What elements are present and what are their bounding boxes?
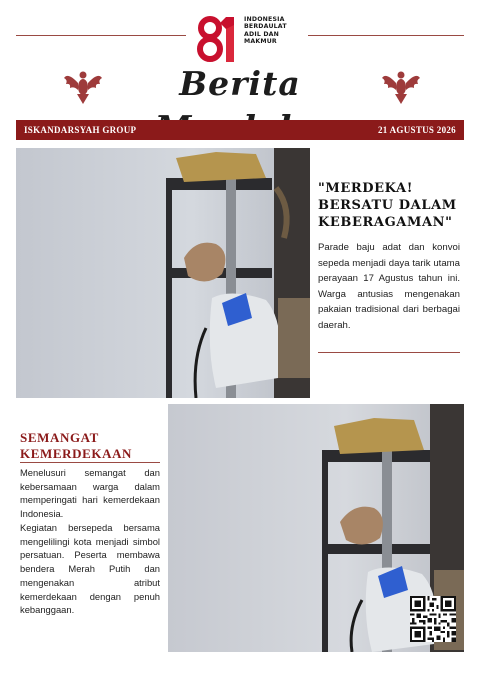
publisher-name: ISKANDARSYAH GROUP — [24, 125, 137, 135]
lede-divider — [318, 352, 460, 353]
garuda-eagle-icon — [62, 64, 104, 106]
tagline-line: BERDAULAT — [244, 23, 287, 31]
section-divider — [20, 462, 160, 463]
tagline-line: INDONESIA — [244, 16, 285, 23]
tagline-line: MAKMUR — [244, 38, 277, 46]
feature-photo — [16, 148, 310, 398]
section-paragraph: Kegiatan bersepeda bersama mengelilingi kota menjadi simbol persatuan. Peserta membawa bendera Merah Putih dan mengenakan atribut kemerdekaan dengan penuh kebanggaan. — [20, 522, 160, 616]
logo-tagline — [244, 16, 314, 46]
qr-code-icon[interactable] — [410, 596, 456, 642]
tagline-line: ADIL DAN — [244, 30, 280, 38]
header-rule-left — [16, 35, 186, 36]
section-paragraph: Menelusuri semangat dan kebersamaan warga dalam memperingati hari kemerdekaan Indonesia. — [20, 467, 160, 520]
header-rule-right — [308, 35, 464, 36]
feature-headline: "MERDEKA! BERSATU DALAM KEBERAGAMAN" — [318, 181, 457, 230]
logo-81-icon — [196, 15, 240, 63]
garuda-eagle-icon — [380, 64, 422, 106]
masthead-title: Berita — [179, 64, 301, 103]
section-title: SEMANGAT KEMERDEKAAN — [20, 430, 133, 461]
issue-date: 21 AGUSTUS 2026 — [377, 125, 456, 135]
feature-lede: Parade baju adat dan konvoi sepeda menjadi daya tarik utama perayaan 17 Agustus tahun ini. Warga antusias mengenakan pakaian tradisional dari berbagai daerah. — [318, 242, 460, 331]
info-bar — [16, 120, 464, 140]
